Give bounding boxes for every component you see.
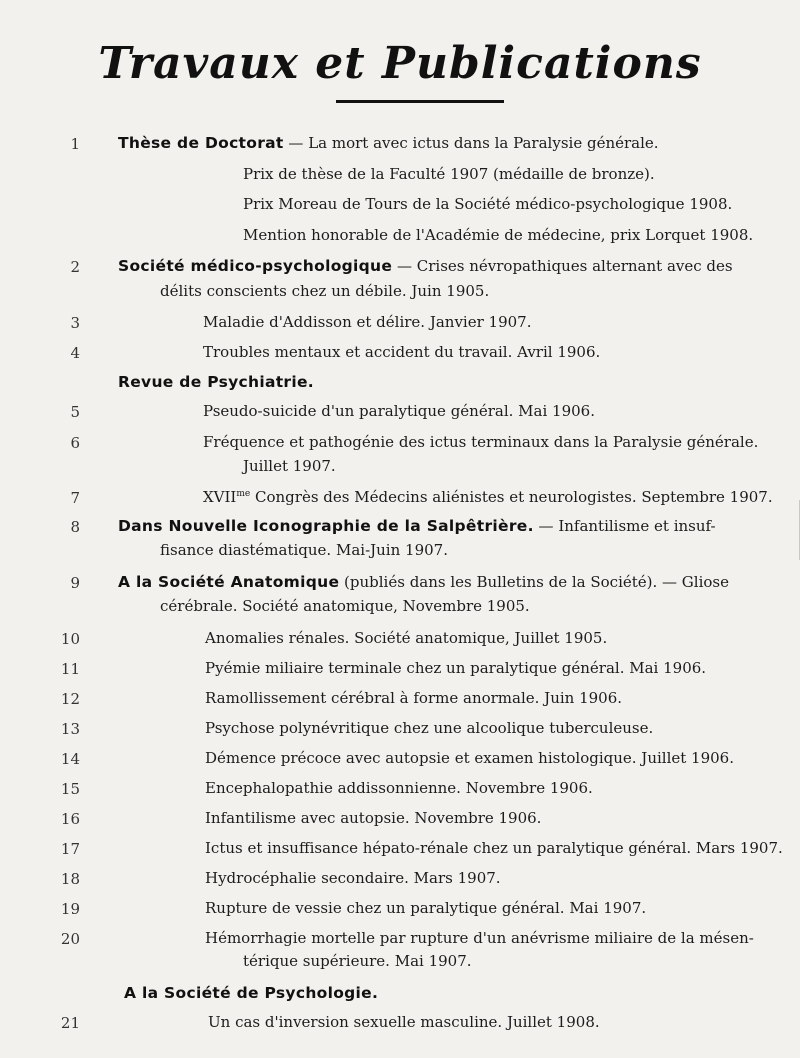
entry-number: 1: [70, 135, 80, 153]
entry-line: [118, 573, 729, 591]
entry-text: Fréquence et pathogénie des ictus terminaux dans la Paralysie générale.: [203, 433, 759, 451]
entry-number: 15: [60, 780, 80, 798]
entry-line: [118, 517, 716, 535]
entry-continuation: fisance diastématique. Mai-Juin 1907.: [160, 541, 448, 559]
entry-text: Ramollissement cérébral à forme anormale. Juin 1906.: [205, 689, 623, 707]
page-title: Travaux et Publications: [98, 38, 702, 89]
entry-number: 3: [70, 314, 80, 332]
entry-continuation: térique supérieure. Mai 1907.: [243, 952, 472, 970]
entry-line: [118, 257, 733, 275]
entry-line: [118, 134, 659, 152]
section-heading: A la Société de Psychologie.: [124, 984, 379, 1002]
entry-line: [203, 488, 773, 506]
entry-text: Rupture de vessie chez un paralytique général. Mai 1907.: [205, 899, 647, 917]
entry-number: 11: [60, 660, 80, 678]
entry-number: 17: [60, 840, 80, 858]
entry-text: La mort avec ictus dans la Paralysie générale.: [308, 134, 659, 152]
entry-text: Maladie d'Addisson et délire. Janvier 1907.: [203, 313, 532, 331]
entry-number: 19: [60, 900, 80, 918]
entry-number: 20: [60, 930, 80, 948]
entry-continuation: Juillet 1907.: [243, 457, 336, 475]
entry-text: Crises névropathiques alternant avec des: [416, 257, 733, 275]
entry-number: 18: [60, 870, 80, 888]
paper-fold-mark: [759, 500, 800, 560]
entry-award: Prix de thèse de la Faculté 1907 (médaille de bronze).: [243, 165, 655, 183]
entry-text: Pseudo-suicide d'un paralytique général. Mai 1906.: [203, 402, 595, 420]
entry-number: 8: [70, 518, 80, 536]
entry-text: Démence précoce avec autopsie et examen histologique. Juillet 1906.: [205, 749, 734, 767]
entry-number: 14: [60, 750, 80, 768]
entry-text: Infantilisme et insuf-: [558, 517, 716, 535]
entry-number: 21: [60, 1014, 80, 1032]
entry-number: 4: [70, 344, 80, 362]
entry-text: Anomalies rénales. Société anatomique, Juillet 1905.: [205, 629, 608, 647]
entry-continuation: cérébrale. Société anatomique, Novembre 1905.: [160, 597, 530, 615]
entry-number: 5: [70, 403, 80, 421]
entry-text: XVII: [203, 488, 237, 506]
entry-text: Pyémie miliaire terminale chez un paralytique général. Mai 1906.: [205, 659, 707, 677]
entry-text: Hydrocéphalie secondaire. Mars 1907.: [205, 869, 501, 887]
entry-heading: Thèse de Doctorat: [118, 134, 284, 152]
entry-text: Encephalopathie addissonnienne. Novembre 1906.: [205, 779, 593, 797]
entry-text: Troubles mentaux et accident du travail. Avril 1906.: [203, 343, 601, 361]
entry-text: Psychose polynévritique chez une alcoolique tuberculeuse.: [205, 719, 654, 737]
entry-number: 10: [60, 630, 80, 648]
entry-award: Prix Moreau de Tours de la Société médico-psychologique 1908.: [243, 195, 733, 213]
entry-heading: A la Société Anatomique: [118, 573, 340, 591]
entry-heading: Dans Nouvelle Iconographie de la Salpêtrière.: [118, 517, 534, 535]
section-heading: Revue de Psychiatrie.: [118, 373, 314, 391]
entry-text: Ictus et insuffisance hépato-rénale chez un paralytique général. Mars 1907.: [205, 839, 783, 857]
entry-dash: —: [533, 517, 559, 535]
entry-number: 2: [70, 258, 80, 276]
entry-number: 16: [60, 810, 80, 828]
entry-dash: —: [283, 134, 309, 152]
entry-continuation: délits conscients chez un débile. Juin 1905.: [160, 282, 490, 300]
entry-dash: —: [392, 257, 417, 275]
entry-text: Hémorrhagie mortelle par rupture d'un anévrisme miliaire de la mésen-: [205, 929, 754, 947]
entry-text: (publiés dans les Bulletins de la Société). — Gliose: [339, 573, 729, 591]
entry-number: 12: [60, 690, 80, 708]
entry-number: 13: [60, 720, 80, 738]
entry-text: Un cas d'inversion sexuelle masculine. Juillet 1908.: [208, 1013, 600, 1031]
entry-number: 7: [70, 489, 80, 507]
entry-award: Mention honorable de l'Académie de médecine, prix Lorquet 1908.: [243, 226, 754, 244]
title-underline: [336, 100, 504, 103]
entry-text: Congrès des Médecins aliénistes et neurologistes. Septembre 1907.: [250, 488, 773, 506]
entry-text: Infantilisme avec autopsie. Novembre 1906.: [205, 809, 542, 827]
ordinal-superscript: me: [236, 489, 251, 499]
entry-number: 9: [70, 574, 80, 592]
entry-heading: Société médico-psychologique: [118, 257, 393, 275]
entry-number: 6: [70, 434, 80, 452]
